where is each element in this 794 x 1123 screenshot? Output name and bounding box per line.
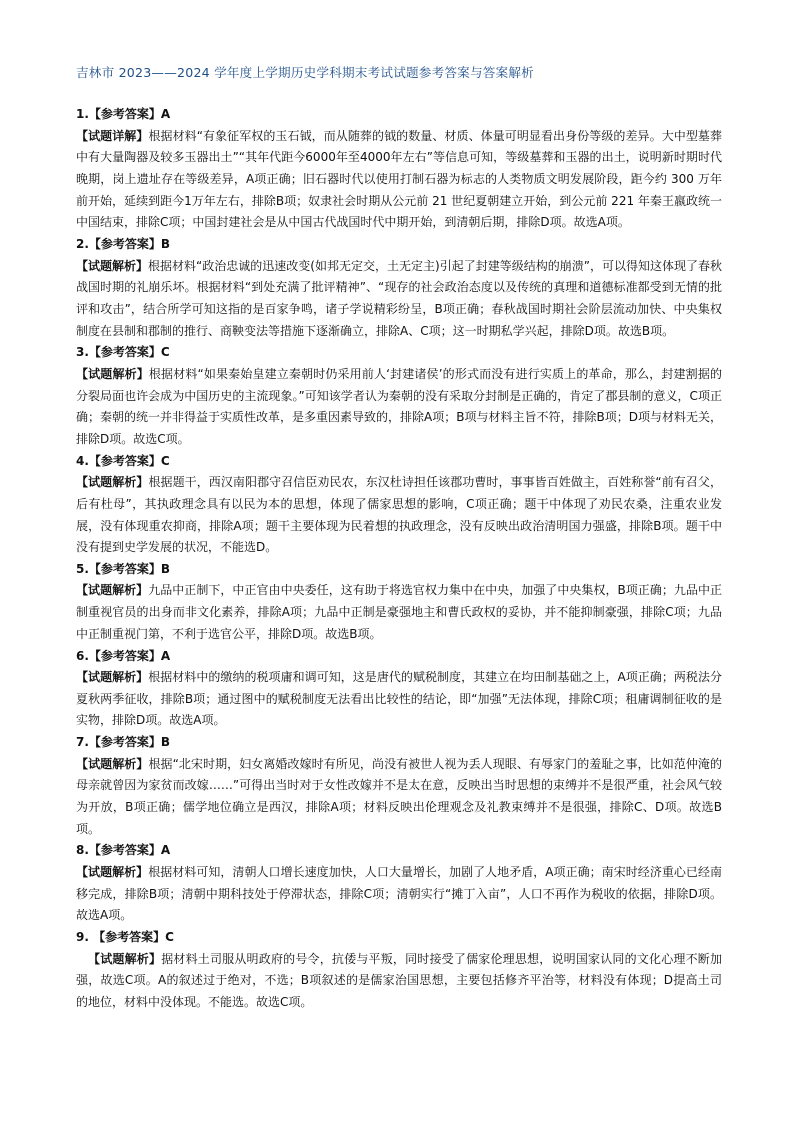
answer-line: 2.【参考答案】B [76,237,171,252]
explanation-label: 【试题解析】 [76,670,149,685]
explanation [76,364,722,451]
explanation-text: 根据材料“政治忠诚的迅速改变(如邦无定交，土无定主)引起了封建等级结构的崩溃”，可以得知这体现了春秋战国时期的礼崩乐坏。根据材料“到处充满了批评精神”、“现存的社会政治态度以及传统的真理和道德标准都受到无情的批评和攻击”，结合所学可知这指的是百家争鸣，诸子学说精彩纷呈，B项正确；春秋战国时期社会阶层流动加快、中央集权制度在县制和郡制的推行、商鞅变法等措施下逐渐确立，排除A、C项；这一时期私学兴起，排除D项。故选B项。 [76,258,722,338]
explanation-label: 【试题解析】 [76,864,149,879]
explanation [76,754,722,841]
question-3 [76,342,722,450]
answer-line: 3.【参考答案】C [76,345,170,360]
explanation-label: 【试题详解】 [76,128,149,143]
explanation-text: 根据材料“有象征军权的玉石钺，而从随葬的钺的数量、材质、体量可明显看出身份等级的差异。大中型墓葬中有大量陶器及较多玉器出土”“其年代距今6000年至4000年左右”等信息可知，等级墓葬和玉器的出土，说明新时期时代晚期，岗上遗址存在等级差异，A项正确；旧石器时代以使用打制石器为标志的人类物质文明发展阶段，距今约 300 万年前开始，延续到距今1万年左右，排除B项；奴隶社会时期从公元前 21 世纪夏朝建立开始，到公元前 221 年秦王嬴政统一中国结束，排除C项；中国封建社会是从中国古代战国时代中期开始，到清朝后期，排除D项。故选A项。 [76,128,722,230]
explanation [76,862,722,927]
answer-line: 9. 【参考答案】C [76,930,174,945]
answer-line: 4.【参考答案】C [76,453,170,468]
explanation-text: 根据材料中的缴纳的税项庸和调可知，这是唐代的赋税制度，其建立在均田制基础之上，A项正确；两税法分夏秋两季征收，排除B项；通过图中的赋税制度无法看出比较性的结论，即“加强”无法体现，排除C项；租庸调制征收的是实物，排除D项。故选A项。 [76,670,722,728]
answer-line: 5.【参考答案】B [76,561,171,576]
explanation-text: 根据材料可知，清朝人口增长速度加快，人口大量增长，加剧了人地矛盾，A项正确；南宋时经济重心已经南移完成，排除B项；清朝中期科技处于停滞状态，排除C项；清朝实行“摊丁入亩”，人口不再作为税收的依据，排除D项。故选A项。 [76,864,722,923]
explanation-label: 【试题解析】 [76,583,149,598]
explanation-text: 九品中正制下，中正官由中央委任，这有助于将选官权力集中在中央，加强了中央集权，B项正确；九品中正制重视官员的出身而非文化素养，排除A项；九品中正制是豪强地主和曹氏政权的妥协，并不能抑制豪强，排除C项；九品中正制重视门第，不利于选官公平，排除D项。故选B项。 [76,583,722,641]
explanation [76,667,722,732]
explanation-label: 【试题解析】 [76,366,149,381]
explanation [76,472,722,559]
explanation-text: 根据题干，西汉南阳郡守召信臣劝民农，东汉杜诗担任该郡功曹时，事事皆百姓做主，百姓称誉“前有召父，后有杜母”，其执政理念具有以民为本的思想，体现了儒家思想的影响，C项正确；题干中体现了劝民农桑，注重农业发展，没有体现重农抑商，排除A项；题干主要体现为民着想的执政理念，没有反映出政治清明国力强盛，排除B项。题干中没有提到史学发展的状况，不能选D。 [76,475,722,555]
question-4 [76,451,722,559]
answer-list [76,104,722,1014]
question-9 [76,927,722,1014]
explanation-label: 【试题解析】 [76,475,149,490]
explanation-label: 【试题解析】 [76,756,149,771]
answer-line: 1.【参考答案】A [76,107,171,121]
question-8 [76,840,722,927]
explanation [76,580,722,645]
explanation-label: 【试题解析】 [88,951,162,966]
explanation-text: 根据“北宋时期，妇女离婚改嫁时有所见，尚没有被世人视为丢人现眼、有辱家门的羞耻之事，比如范仲淹的母亲就曾因为家贫而改嫁……”可得出当时对于女性改嫁并不是太在意，反映出当时思想的束缚并不是很严重，社会风气较为开放，B项正确；儒学地位确立是西汉，排除A项；材料反映出伦理观念及礼教束缚并不是很强，排除C、D项。故选B项。 [76,756,722,836]
answer-line: 6.【参考答案】A [76,648,171,663]
explanation [76,949,722,1014]
question-2 [76,234,722,342]
answer-line: 8.【参考答案】A [76,843,171,858]
explanation [76,126,722,235]
answer-line: 7.【参考答案】B [76,735,171,750]
question-7 [76,732,722,840]
explanation-text: 根据材料“如果秦始皇建立秦朝时仍采用前人‘封建诸侯’的形式而没有进行实质上的革命，那么，封建割据的分裂局面也许会成为中国历史的主流现象。”可知该学者认为秦朝的没有采取分封制是正确的，肯定了郡县制的意义，C项正确；秦朝的统一并非得益于实质性改革，是多重因素导致的，排除A项；B项与材料主旨不符，排除B项；D项与材料无关，排除D项。故选C项。 [76,366,722,446]
explanation-label: 【试题解析】 [76,258,149,273]
question-1 [76,104,722,234]
explanation [76,256,722,343]
document-title: 吉林市 2023——2024 学年度上学期历史学科期末考试试题参考答案与答案解析 [76,65,534,80]
explanation-text: 据材料土司服从明政府的号令，抗倭与平叛，同时接受了儒家伦理思想，说明国家认同的文化心理不断加强，故选C项。A的叙述过于绝对，不选；B项叙述的是儒家治国思想，主要包括修齐平治等，材料没有体现；D提高土司的地位，材料中没体现。不能选。故选C项。 [76,951,722,1009]
question-6 [76,646,722,733]
question-5 [76,559,722,646]
